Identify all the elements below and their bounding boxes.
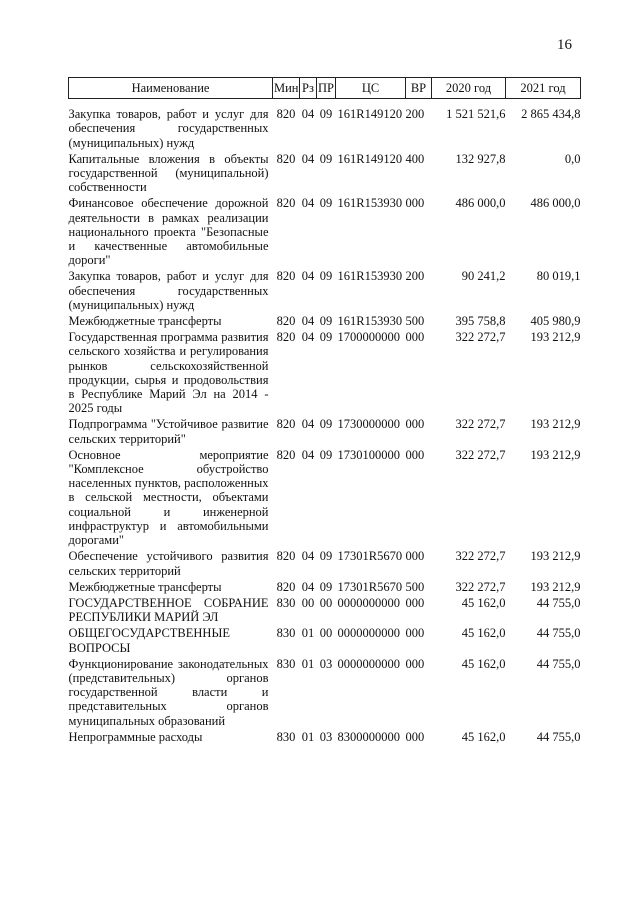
table-row [69,596,581,626]
table-row [69,269,581,314]
header-vr: ВР [406,78,432,99]
cell-name: Капитальные вложения в объекты государственной (муниципальной) собственности [68,151,269,195]
cell-min: 830 [276,656,296,671]
cell-vr: 000 [405,447,425,462]
cell-rz: 04 [301,579,315,594]
cell-cs: 17301R5670 [337,549,403,564]
cell-y2021: 193 212,9 [530,549,581,564]
cell-rz: 00 [301,595,315,610]
cell-name: Межбюджетные трансферты [68,579,222,594]
cell-cs: 17301R5670 [337,579,403,594]
cell-pr: 09 [319,579,333,594]
cell-vr: 000 [405,729,425,744]
cell-min: 830 [276,729,296,744]
cell-min: 820 [276,314,296,329]
cell-y2020: 45 162,0 [461,595,506,610]
cell-name: Подпрограмма "Устойчивое развитие сельских территорий" [68,417,269,446]
cell-rz: 04 [301,151,315,166]
cell-rz: 01 [301,729,315,744]
cell-y2021: 44 755,0 [536,626,581,641]
table-row [69,657,581,730]
cell-vr: 000 [405,549,425,564]
cell-y2021: 44 755,0 [536,595,581,610]
header-rz: Рз [300,78,317,99]
cell-pr: 00 [319,595,333,610]
cell-cs: 1700000000 [337,330,400,345]
cell-y2020: 1 521 521,6 [446,107,506,122]
cell-y2021: 486 000,0 [530,196,581,211]
cell-y2020: 132 927,8 [455,151,506,166]
cell-name: Финансовое обеспечение дорожной деятельности в рамках реализации национального проекта "Безопасные и качественные автомобильные дороги" [68,196,269,268]
cell-rz: 01 [301,626,315,641]
cell-y2020: 45 162,0 [461,729,506,744]
cell-pr: 09 [319,151,333,166]
cell-rz: 04 [301,417,315,432]
cell-cs: 161R153930 [337,269,403,284]
cell-min: 830 [276,595,296,610]
cell-pr: 00 [319,626,333,641]
cell-pr: 09 [319,269,333,284]
cell-min: 820 [276,549,296,564]
cell-min: 820 [276,269,296,284]
cell-pr: 03 [319,656,333,671]
cell-name: ОБЩЕГОСУДАРСТВЕННЫЕ ВОПРОСЫ [68,626,230,655]
cell-name: Государственная программа развития сельского хозяйства и регулирования рынков сельскохозяйственной продукции, сырья и продовольствия в Республике Марий Эл на 2014 - 2025 годы [68,330,269,416]
table-header [69,78,581,99]
cell-min: 820 [276,417,296,432]
cell-y2021: 193 212,9 [530,447,581,462]
table-row [69,152,581,197]
header-2020: 2020 год [432,78,506,99]
cell-min: 820 [276,447,296,462]
cell-name: Закупка товаров, работ и услуг для обеспечения государственных (муниципальных) нужд [68,269,269,312]
cell-cs: 161R149120 [337,151,403,166]
cell-pr: 09 [319,447,333,462]
cell-y2021: 2 865 434,8 [521,107,581,122]
cell-vr: 200 [405,269,425,284]
cell-cs: 8300000000 [337,729,400,744]
cell-y2020: 395 758,8 [455,314,506,329]
cell-name: Основное мероприятие "Комплексное обустройство населенных пунктов, расположенных в сельской местности, объектами социальной и инженерной инфраструктур и автомобильными дорогами" [68,447,269,548]
cell-rz: 01 [301,656,315,671]
cell-pr: 09 [319,330,333,345]
cell-vr: 400 [405,151,425,166]
cell-vr: 000 [405,656,425,671]
cell-cs: 0000000000 [337,626,400,641]
cell-name: Обеспечение устойчивого развития сельских территорий [68,549,269,578]
cell-vr: 000 [405,196,425,211]
table-row [69,448,581,549]
cell-vr: 500 [405,579,425,594]
header-name: Наименование [69,78,273,99]
cell-y2020: 486 000,0 [455,196,506,211]
cell-rz: 04 [301,447,315,462]
cell-y2020: 322 272,7 [455,549,506,564]
cell-name: Межбюджетные трансферты [68,314,222,329]
cell-rz: 04 [301,269,315,284]
cell-cs: 161R153930 [337,196,403,211]
cell-y2021: 405 980,9 [530,314,581,329]
cell-y2020: 322 272,7 [455,579,506,594]
cell-name: Непрограммные расходы [68,729,203,744]
cell-pr: 03 [319,729,333,744]
table-row [69,314,581,330]
cell-cs: 1730100000 [337,447,400,462]
cell-y2021: 193 212,9 [530,579,581,594]
cell-pr: 09 [319,196,333,211]
cell-vr: 000 [405,330,425,345]
cell-y2021: 44 755,0 [536,729,581,744]
cell-cs: 161R153930 [337,314,403,329]
cell-min: 820 [276,107,296,122]
cell-y2021: 44 755,0 [536,656,581,671]
table-row [69,626,581,656]
cell-name: ГОСУДАРСТВЕННОЕ СОБРАНИЕ РЕСПУБЛИКИ МАРИЙ ЭЛ [68,595,269,625]
cell-pr: 09 [319,107,333,122]
cell-min: 830 [276,626,296,641]
cell-y2020: 45 162,0 [461,626,506,641]
header-pr: ПР [317,78,336,99]
cell-rz: 04 [301,314,315,329]
table-row [69,330,581,417]
cell-vr: 200 [405,107,425,122]
cell-pr: 09 [319,314,333,329]
table-row [69,730,581,746]
table-row [69,99,581,152]
cell-name: Функционирование законодательных (представительных) органов государственной власти и представительных органов муниципальных образований [68,656,269,728]
cell-min: 820 [276,579,296,594]
cell-y2021: 193 212,9 [530,330,581,345]
cell-rz: 04 [301,107,315,122]
cell-y2021: 193 212,9 [530,417,581,432]
table-body [69,99,581,746]
cell-y2020: 322 272,7 [455,417,506,432]
cell-cs: 1730000000 [337,417,400,432]
cell-y2020: 45 162,0 [461,656,506,671]
cell-cs: 0000000000 [337,595,400,610]
cell-y2021: 0,0 [564,151,581,166]
cell-vr: 000 [405,417,425,432]
cell-rz: 04 [301,549,315,564]
cell-rz: 04 [301,196,315,211]
header-min: Мин [273,78,300,99]
cell-pr: 09 [319,549,333,564]
header-2021: 2021 год [506,78,581,99]
cell-y2020: 322 272,7 [455,330,506,345]
cell-vr: 500 [405,314,425,329]
table-row [69,580,581,596]
cell-y2020: 322 272,7 [455,447,506,462]
page-number: 16 [557,37,572,53]
cell-min: 820 [276,196,296,211]
cell-min: 820 [276,151,296,166]
cell-vr: 000 [405,626,425,641]
table-row [69,196,581,269]
cell-min: 820 [276,330,296,345]
budget-table [68,77,581,746]
cell-rz: 04 [301,330,315,345]
cell-cs: 0000000000 [337,656,400,671]
cell-vr: 000 [405,595,425,610]
cell-y2020: 90 241,2 [461,269,506,284]
cell-name: Закупка товаров, работ и услуг для обеспечения государственных (муниципальных) нужд [68,107,269,150]
header-cs: ЦС [336,78,406,99]
table-row [69,417,581,447]
cell-cs: 161R149120 [337,107,403,122]
table-row [69,549,581,579]
cell-y2021: 80 019,1 [536,269,581,284]
cell-pr: 09 [319,417,333,432]
